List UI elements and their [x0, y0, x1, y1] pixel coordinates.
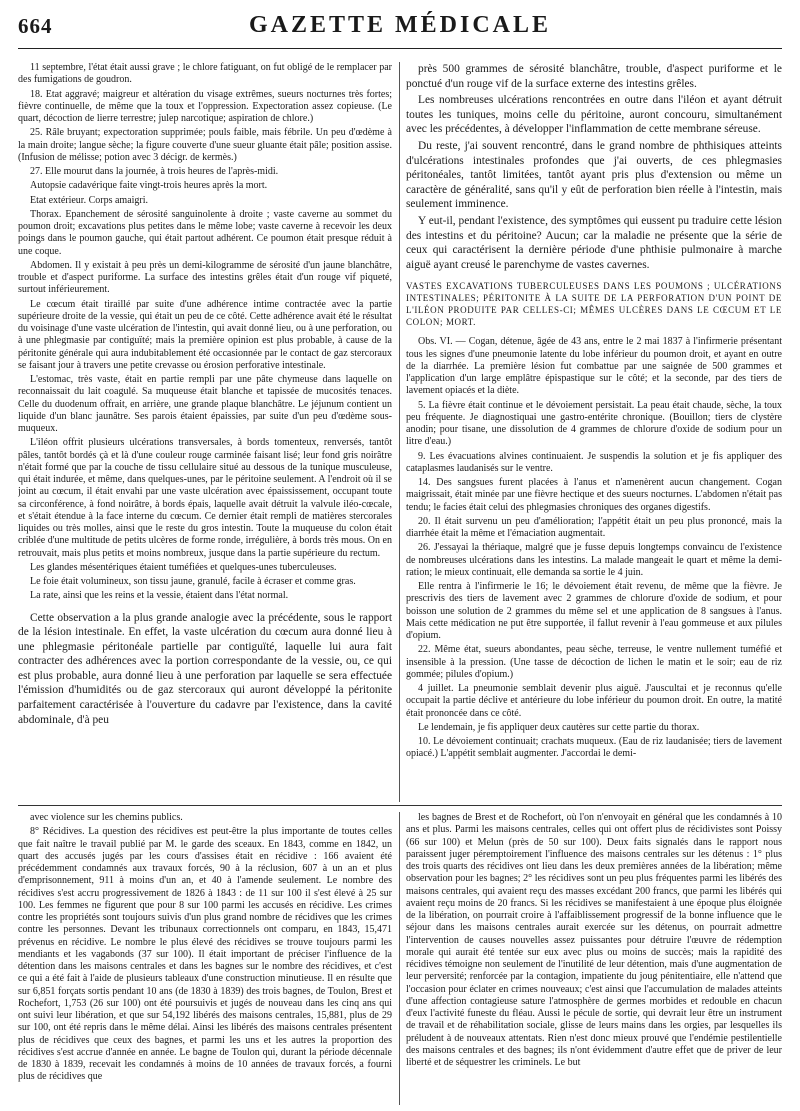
paragraph: Le lendemain, je fis appliquer deux cautères sur cette partie du thorax.: [418, 721, 700, 733]
page-number: 664: [18, 14, 53, 38]
paragraph: 26. J'essayai la thériaque, malgré que je fusse depuis longtemps convaincu de l'existence de nombreuses ulcérations dans les intestins. La malade mangeait le quart et même la demi-ration; le mieux continuait, elle demanda sa sortie le 4 juin.: [406, 542, 782, 578]
paragraph: Le cœcum était tiraillé par suite d'une adhérence intime contractée avec la partie supérieure droite de la vessie, qui était un peu de ce côté. Cette adhérence avait été le résultat du voisinage d'une vaste ulcération de l'intestin, qui avait donné lieu, ou à une perforation, ou à une phlegmasie par contiguïté; mais la première opinion est plus probable, à cause de la péritonite générale qui aura indubitablement été occasionnée par le contact de gaz stercoraux se faisant jour à travers une petite crevasse ou érosion perforative intestinale.: [18, 298, 392, 371]
paragraph: 9. Les évacuations alvines continuaient. Je suspendis la solution et je fis appliquer des cataplasmes laudanisés sur le ventre.: [406, 450, 782, 474]
lower-section: [18, 812, 782, 1105]
paragraph: Autopsie cadavérique faite vingt-trois heures après la mort.: [30, 180, 268, 192]
paragraph: Etat extérieur. Corps amaigri.: [30, 194, 149, 206]
paragraph: 10. Le dévoiement continuait; crachats muqueux. (Eau de riz laudanisée; tiers de lavement opiacé.) L'appétit semblait augmenter. J'accordai le demi-: [406, 736, 782, 760]
paragraph: Abdomen. Il y existait à peu près un demi-kilogramme de sérosité d'un jaune blanchâtre, trouble et d'aspect puriforme. La surface des intestins grêles était d'un rouge vif piqueté, surtout inférieurement.: [18, 259, 392, 296]
paragraph: Le foie était volumineux, son tissu jaune, granulé, facile à écraser et comme gras.: [30, 576, 356, 587]
case-notes-left: [18, 62, 392, 603]
lower-left-column: [18, 812, 392, 1105]
paragraph: Y eut-il, pendant l'existence, des symptômes qui eussent pu traduire cette lésion des intestins et du péritoine? Aucun; car la maladie ne présente que la série de ceux qui caractérisent la dernière période d'une phthisie pulmonaire à marche aiguë ayant creusé le parenchyme de vastes cavernes.: [406, 214, 782, 271]
case-notes-right: [406, 336, 782, 760]
statistics-text-right: [406, 812, 782, 1069]
paragraph: Obs. VI. — Cogan, détenue, âgée de 43 ans, entre le 2 mai 1837 à l'infirmerie présentant tous les signes d'une pneumonie latente du lobe inférieur du poumon droit, et ayant en outre de la diarrhée. La première lésion fut combattue par une saignée de 500 grammes et l'application d'un large emplâtre épispastique sur le côté; et la seconde, par des tiers de lavement opiacés et la diète.: [406, 336, 782, 397]
paragraph: 11 septembre, l'état était aussi grave ; le chlore fatiguant, on fut obligé de le remplacer par des fumigations de goudron.: [18, 62, 392, 86]
paragraph: Les glandes mésentériques étaient tuméfiées et quelques-unes tuberculeuses.: [30, 561, 337, 573]
upper-right-column: [406, 62, 782, 802]
paragraph: 18. Etat aggravé; maigreur et altération du visage extrêmes, sueurs nocturnes très fortes; fièvre continuelle, de même que la toux et l'oppression. Expectoration assez copieuse. (Le quart, décoction de lierre terrestre; julep narcotique; aspiration de chlore.): [18, 88, 392, 124]
paragraph: L'estomac, très vaste, était en partie rempli par une pâte chymeuse dans laquelle on reconnaissait du lait coagulé. Sa muqueuse était blanche et tapissée de mucosités tenaces. Celle du duodenum offrait, en arrière, une grande plaque blanchâtre. Le jéjunum contient un liquide d'un blanc jaunâtre. Ses parois étaient épaissies, par suite d'un peu d'œdème sous-muqueux.: [18, 374, 392, 434]
paragraph: les bagnes de Brest et de Rochefort, où l'on n'envoyait en général que les condamnés à 10 ans et plus. Parmi les maisons centrales, celles qui ont offert plus de récidivistes sont Poissy (66 sur 100) et Melun (près de 50 sur 100). Deux faits signalés dans le rapport nous paraissent juger péremptoirement l'influence des maisons centrales sur les détenus : 1° plus des trois quarts des récidives ont lieu dans les deux premières années de la libération; même observation pour les bagnes; 2° les récidives sont un peu plus fréquentes parmi les libérés des maisons centrales, qui avaient reçu des masses excédant 200 francs, que parmi les libérés qui avaient reçu moins de 20 francs. Si les récidives se manifestaient à une époque plus éloignée de la libération, on pourrait croire à l'affaiblissement progressif de la bonne influence que le séjour dans les maisons centrales aurait exercée sur les détenus, on pourrait admettre l'intervention de causes nouvelles assez puissantes pour détruire l'œuvre de rédemption morale qui aurait été tentée sur eux avec plus ou moins de succès; mais la rapidité des récidives témoigne non seulement de l'inutilité de leur détention, mais d'une augmentation de leur perversité; renforcée par la contagion, impatiente du joug pénitentiaire, elle n'attend que l'occasion pour éclater en crimes nouveaux; c'est ainsi que l'accumulation de malades atteints d'une affection contagieuse sature l'atmosphère de germes morbides et redouble en chacun d'eux l'activité funeste du fléau. Aussi le pécule de sortie, qui devrait leur être un instrument de travail et de réhabilitation sociale, glisse de leurs mains dans les orgies, par lesquelles ils préludent à de nouveaux attentats. Rien n'est donc mieux prouvé que l'endémie pestilentielle des maisons centrales et des bagnes; ils n'ont évidemment d'autre effet que de priver de leur liberté et de séquestrer les criminels. Le but: [406, 812, 782, 1068]
paragraph: 4 juillet. La pneumonie semblait devenir plus aiguë. J'auscultai et je reconnus qu'elle occupait la partie déclive et antérieure du lobe inférieur du poumon droit. En outre, la matité était prononcée dans ce côté.: [406, 683, 782, 719]
page-header: [18, 10, 782, 49]
paragraph: 25. Râle bruyant; expectoration supprimée; pouls faible, mais fébrile. Un peu d'œdème à la main droite; langue sèche; la figure couverte d'une sueur gluante était pâle; position assise. (Infusion de mélisse; potion avec 3 décigr. de kermès.): [18, 127, 392, 163]
paragraph: Du reste, j'ai souvent rencontré, dans le grand nombre de phthisiques atteints d'ulcérations intestinales profondes que j'ai ouverts, de ces phlegmasies péritonéales, tantôt limitées, tantôt ayant pris plus d'extension ou même un caractère de généralité, sans qu'il y eût de perforation bien réelle à l'intestin, mais seulement imminence.: [406, 139, 782, 211]
paragraph: Elle rentra à l'infirmerie le 16; le dévoiement était revenu, de même que la fièvre. Je prescrivis des tiers de lavement avec 2 grammes de chlorure d'oxide de sodium, et pour boisson une solution de 2 grammes du même sel et une application de 8 sangsues à l'anus. Mais cette médication ne put être supportée, il fallut revenir à l'eau gommeuse et aux pilules d'opium.: [406, 581, 782, 642]
lower-right-column: [406, 812, 782, 1105]
paragraph: Thorax. Epanchement de sérosité sanguinolente à droite ; vaste caverne au sommet du poumon droit; excavations plus petites dans le même lobe; vaste caverne à recevoir les deux poings dans le poumon gauche, qui était partout adhérent. Ce poumon était presque réduit à une coque.: [18, 208, 392, 257]
paragraph: La rate, ainsi que les reins et la vessie, étaient dans l'état normal.: [30, 590, 289, 602]
journal-title: GAZETTE MÉDICALE: [248, 12, 552, 38]
commentary-right: [406, 62, 782, 272]
column-divider: [399, 62, 400, 802]
commentary-left: [18, 611, 392, 728]
paragraph: 14. Des sangsues furent placées à l'anus et n'amenèrent aucun changement. Cogan maigrissait, était minée par une fièvre hectique et des sueurs nocturnes. L'abdomen n'était pas tendu; le facies était celui des phlegmasies chroniques des organes digestifs.: [406, 477, 782, 513]
paragraph: près 500 grammes de sérosité blanchâtre, trouble, d'aspect puriforme et le ponctué d'un rouge vif de la surface externe des intestins grêles.: [406, 63, 782, 90]
paragraph: 8° Récidives. La question des récidives est peut-être la plus importante de toutes celles que fait naître le travail publié par M. le garde des sceaux. En 1843, comme en 1842, un quart des accusés jugés par les cours d'assises était en récidive : 166 avaient été précédemment condamnés aux travaux forcés, 90 à la réclusion, 607 à un an et plus d'emprisonnement, 911 à moins d'un an, et 40 à l'amende seulement. Le nombre des récidives s'est accru progressivement de 1826 à 1843 : de 11 sur 100 il s'est élevé à 25 sur 100. Les femmes ne figurent que pour 8 sur 100 parmi les accusés en récidive. Les crimes contre les propriétés sont toujours suivis d'un plus grand nombre de récidives que les crimes contre les personnes. Devant les tribunaux correctionnels ont comparu, en 1843, 15,471 prévenus en récidive. Le nombre le plus élevé des récidives se trouve toujours parmi les mendiants et les vagabonds (37 sur 100). Il était important de préciser l'influence de la détention dans les maisons centrales et dans les bagnes sur le nombre des récidives, et c'est ce qui a été fait à l'aide de plusieurs tableaux d'une construction minutieuse. Il en résulte que sur 6,851 forçats sortis pendant 10 ans (de 1830 à 1839) des trois bagnes, de Toulon, Brest et Rochefort, 1,753 (26 sur 100) ont été poursuivis et jugés de nouveau dans les cinq ans qui ont suivi leur libération, et que sur 54,192 libérés des maisons centrales, 15,881, plus de 29 sur 100, ont été repris dans le même délai. Ainsi les libérés des maisons centrales présentent plus de récidives que ceux des bagnes, et parmi les uns et les autres la proportion des récidives s'est accrue d'année en année. Le bagne de Toulon qui, durant la période décennale de 1830 à 1839, recevait les condamnés à moins de 10 années de travaux forcés, a fourni plus de récidives que: [18, 826, 392, 1083]
statistics-text-left: [18, 812, 392, 1084]
paragraph: Les nombreuses ulcérations rencontrées en outre dans l'iléon et ayant détruit toutes les tuniques, moins celle du péritoine, auront concouru, simultanément avec les précédentes, à développer l'inflammation de cette membrane séreuse.: [406, 94, 782, 136]
upper-left-column: [18, 62, 392, 802]
column-divider-lower: [399, 812, 400, 1105]
paragraph: 27. Elle mourut dans la journée, à trois heures de l'après-midi.: [30, 166, 279, 177]
upper-section: [18, 62, 782, 802]
section-divider: [18, 805, 782, 806]
paragraph: 5. La fièvre était continue et le dévoiement persistait. La peau était chaude, sèche, la toux peu fréquente. Je diagnostiquai une gastro-entérite chronique. (Bouillon; tiers de clystère anodin; pour tisane, une dissolution de 4 grammes de chlorure d'oxide de sodium pour un litre d'eau.): [406, 399, 782, 448]
paragraph: avec violence sur les chemins publics.: [30, 812, 183, 823]
journal-page: [18, 10, 782, 1105]
paragraph: Cette observation a la plus grande analogie avec la précédente, sous le rapport de la lésion intestinale. En effet, la vaste ulcération du cœcum aura donné lieu à une phlegmasie péritonéale partielle par contiguïté, laquelle lui aura fait contracter des adhérences avec la portion correspondante de la vessie, ou, ce qui est plus probable, aura donné lieu à une perforation par laquelle se sera effectuée l'émission d'humidités ou de gaz stercoraux qui auront développé la péritonite parfaitement caractérisée à l'ouverture du cadavre par l'existence, dans la cavité abdominale, d'à peu: [18, 611, 392, 726]
paragraph: 20. Il était survenu un peu d'amélioration; l'appétit était un peu plus prononcé, mais la diarrhée était la même et l'émaciation augmentait.: [406, 515, 782, 540]
paragraph: L'iléon offrit plusieurs ulcérations transversales, à bords tomenteux, renversés, tantôt pâles, tantôt bordés çà et là d'une couleur rouge carminée faisant lisé; leur fond gris noirâtre n'était formé que par la couche de tissu cellulaire situé au dessous de la tunique musculeuse, qui était indurée, et même, dans quelques-unes, par le péritoine seulement. A l'endroit où il se joint au cœcum, il était envahi par une vaste ulcération avec épaississement, occupant toute sa circonférence, à fond noirâtre, à bords épais, laquelle avait détruit la valvule iléo-cœcale, et s'était étendue à la face interne du cœcum. Ce dernier était rempli de matières stercorales liquides ou très molles, ainsi que le reste du gros intestin. Toute la muqueuse du colon était criblée d'une multitude de petits ulcères de forme ronde, irrégulière, à bords très mous. On en retrouvait, mais plus petits et moins nombreux, jusque dans la partie supérieure du rectum.: [18, 437, 392, 559]
section-heading: VASTES EXCAVATIONS TUBERCULEUSES DANS LES POUMONS ; ULCÉRATIONS INTESTINALES; PÉRITONITE À LA SUITE DE LA PERFORATION D'UN POINT DE L'ILÉON PRODUITE PAR CELLES-CI; MÊMES ULCÈRES DANS LE CŒCUM ET LE COLON; MORT.: [406, 281, 782, 328]
paragraph: 22. Même état, sueurs abondantes, peau sèche, terreuse, le ventre nullement tuméfié et insensible à la pression. (Une tasse de décoction de lichen le matin et le soir; eau de riz gommée; pilules d'opium.): [406, 644, 782, 680]
